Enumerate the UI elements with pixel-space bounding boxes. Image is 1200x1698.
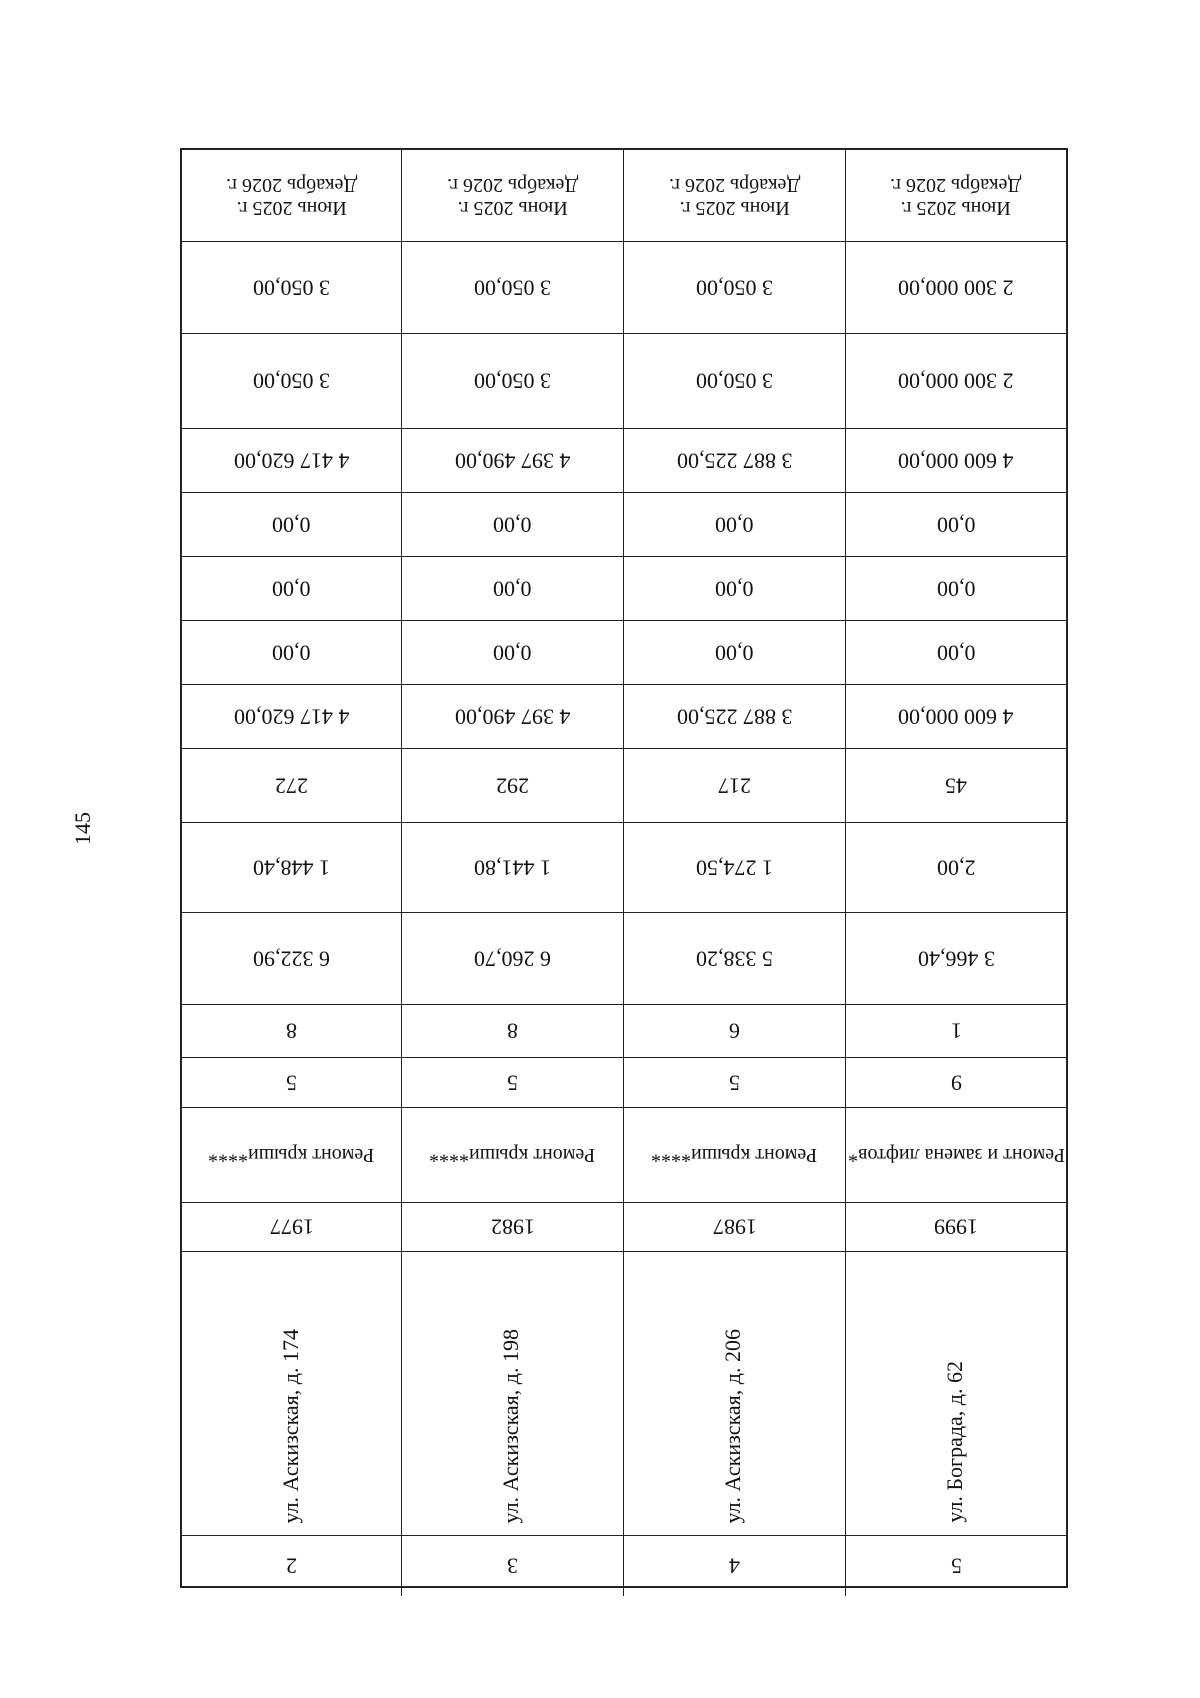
unit-cost-max-text: 2 300 000,00 <box>898 275 1014 301</box>
cost-total-text: 4 397 490,00 <box>454 704 571 730</box>
work-type-text: Ремонт крыши**** <box>208 1144 375 1166</box>
fund-cell <box>846 493 1066 557</box>
address-text: ул. Аскизская, д. 198 <box>498 1328 523 1523</box>
floors-text: 5 <box>286 1070 297 1096</box>
term-cell <box>846 150 1066 242</box>
entrances-cell <box>846 1005 1066 1058</box>
fund-cell <box>182 621 402 685</box>
entrances-cell <box>624 1005 846 1058</box>
floors-cell <box>402 1058 624 1108</box>
area-living-text: 1 448,40 <box>253 855 330 881</box>
fund-text: 0,00 <box>715 576 754 602</box>
term-text: Июнь 2025 г. Декабрь 2026 г. <box>225 173 358 219</box>
entrances-text: 8 <box>507 1018 518 1044</box>
work-type-text: Ремонт крыши**** <box>429 1144 596 1166</box>
year-text: 1977 <box>269 1214 314 1240</box>
area-total-cell <box>624 913 846 1005</box>
area-living-text: 2,00 <box>936 855 976 881</box>
row-number-text: 2 <box>286 1553 297 1579</box>
unit-cost-text: 3 050,00 <box>696 368 773 394</box>
address-cell <box>624 1252 846 1536</box>
cost-total-cell <box>624 685 846 749</box>
area-total-text: 6 322,90 <box>253 946 330 972</box>
address-cell <box>402 1252 624 1536</box>
cost-total-text: 3 887 225,00 <box>676 704 793 730</box>
address-cell <box>846 1252 1066 1536</box>
fund-text: 0,00 <box>272 576 311 602</box>
work-type-cell <box>624 1108 846 1203</box>
unit-cost-max-text: 3 050,00 <box>474 275 551 301</box>
cost-total-text: 4 417 620,00 <box>233 704 350 730</box>
area-living-cell <box>624 823 846 913</box>
unit-cost-text: 3 050,00 <box>474 368 551 394</box>
year-cell <box>846 1203 1066 1252</box>
cost-total-text: 4 600 000,00 <box>898 704 1014 730</box>
entrances-cell <box>182 1005 402 1058</box>
unit-cost-max-text: 3 050,00 <box>253 275 330 301</box>
unit-cost-text: 2 300 000,00 <box>898 368 1014 394</box>
entrances-cell <box>402 1005 624 1058</box>
cost-total-cell <box>402 685 624 749</box>
unit-cost-cell <box>182 334 402 429</box>
fund-text: 0,00 <box>936 576 976 602</box>
area-total-text: 5 338,20 <box>696 946 773 972</box>
work-type-text: Ремонт крыши**** <box>651 1144 818 1166</box>
area-living-text: 1 441,80 <box>474 855 551 881</box>
fund-cell <box>846 557 1066 621</box>
fund-text: 0,00 <box>272 512 311 538</box>
work-type-cell <box>846 1108 1066 1203</box>
unit-cost-cell <box>402 334 624 429</box>
floors-text: 5 <box>507 1070 518 1096</box>
fund-cell <box>182 557 402 621</box>
unit-cost-max-text: 3 050,00 <box>696 275 773 301</box>
area-living-cell <box>846 823 1066 913</box>
owners-funds-text: 4 417 620,00 <box>233 448 350 474</box>
unit-cost-cell <box>624 334 846 429</box>
term-cell <box>624 150 846 242</box>
area-living-cell <box>402 823 624 913</box>
fund-text: 0,00 <box>715 512 754 538</box>
floors-text: 9 <box>950 1070 962 1096</box>
year-cell <box>624 1203 846 1252</box>
row-number-cell <box>402 1536 624 1596</box>
work-type-text: Ремонт и замена лифтов* <box>847 1144 1065 1166</box>
fund-cell <box>182 493 402 557</box>
residents-text: 45 <box>945 773 967 799</box>
year-cell <box>402 1203 624 1252</box>
residents-text: 217 <box>718 773 751 799</box>
row-number-text: 3 <box>507 1553 518 1579</box>
row-number-text: 4 <box>729 1553 740 1579</box>
year-text: 1987 <box>712 1214 757 1240</box>
unit-cost-text: 3 050,00 <box>253 368 330 394</box>
area-total-text: 3 466,40 <box>917 946 995 972</box>
residents-cell <box>182 749 402 823</box>
fund-cell <box>624 493 846 557</box>
unit-cost-max-cell <box>846 242 1066 334</box>
year-cell <box>182 1203 402 1252</box>
residents-cell <box>846 749 1066 823</box>
fund-text: 0,00 <box>493 576 532 602</box>
address-cell <box>182 1252 402 1536</box>
unit-cost-max-cell <box>182 242 402 334</box>
fund-cell <box>402 621 624 685</box>
area-living-text: 1 274,50 <box>696 855 773 881</box>
residents-text: 272 <box>275 773 308 799</box>
area-total-cell <box>182 913 402 1005</box>
unit-cost-max-cell <box>402 242 624 334</box>
fund-text: 0,00 <box>936 640 976 666</box>
owners-funds-cell <box>846 429 1066 493</box>
owners-funds-text: 4 600 000,00 <box>898 448 1014 474</box>
fund-cell <box>624 557 846 621</box>
area-total-cell <box>402 913 624 1005</box>
residents-cell <box>402 749 624 823</box>
area-living-cell <box>182 823 402 913</box>
page-number: 145 <box>70 812 95 845</box>
cost-total-cell <box>182 685 402 749</box>
fund-cell <box>846 621 1066 685</box>
fund-text: 0,00 <box>272 640 311 666</box>
row-number-cell <box>624 1536 846 1596</box>
floors-cell <box>624 1058 846 1108</box>
entrances-text: 8 <box>286 1018 297 1044</box>
owners-funds-text: 3 887 225,00 <box>676 448 793 474</box>
address-text: ул. Бограда, д. 62 <box>942 1361 967 1523</box>
floors-text: 5 <box>729 1070 740 1096</box>
row-number-cell <box>182 1536 402 1596</box>
fund-cell <box>624 621 846 685</box>
year-text: 1999 <box>934 1214 978 1240</box>
cost-total-cell <box>846 685 1066 749</box>
unit-cost-max-cell <box>624 242 846 334</box>
capital-repair-table <box>180 148 1068 1588</box>
term-text: Июнь 2025 г. Декабрь 2026 г. <box>668 173 801 219</box>
owners-funds-cell <box>182 429 402 493</box>
term-cell <box>182 150 402 242</box>
owners-funds-text: 4 397 490,00 <box>454 448 571 474</box>
work-type-cell <box>182 1108 402 1203</box>
address-text: ул. Аскизская, д. 174 <box>278 1328 303 1523</box>
area-total-cell <box>846 913 1066 1005</box>
area-total-text: 6 260,70 <box>474 946 551 972</box>
fund-text: 0,00 <box>936 512 976 538</box>
fund-cell <box>402 493 624 557</box>
floors-cell <box>846 1058 1066 1108</box>
fund-text: 0,00 <box>715 640 754 666</box>
fund-cell <box>402 557 624 621</box>
row-number-cell <box>846 1536 1066 1596</box>
entrances-text: 1 <box>950 1018 962 1044</box>
year-text: 1982 <box>490 1214 535 1240</box>
row-number-text: 5 <box>950 1553 962 1579</box>
fund-text: 0,00 <box>493 640 532 666</box>
owners-funds-cell <box>402 429 624 493</box>
unit-cost-cell <box>846 334 1066 429</box>
address-text: ул. Аскизская, д. 206 <box>720 1328 745 1523</box>
owners-funds-cell <box>624 429 846 493</box>
floors-cell <box>182 1058 402 1108</box>
term-cell <box>402 150 624 242</box>
term-text: Июнь 2025 г. Декабрь 2026 г. <box>446 173 579 219</box>
fund-text: 0,00 <box>493 512 532 538</box>
work-type-cell <box>402 1108 624 1203</box>
residents-text: 292 <box>496 773 529 799</box>
term-text: Июнь 2025 г. Декабрь 2026 г. <box>890 173 1022 219</box>
residents-cell <box>624 749 846 823</box>
entrances-text: 6 <box>729 1018 740 1044</box>
